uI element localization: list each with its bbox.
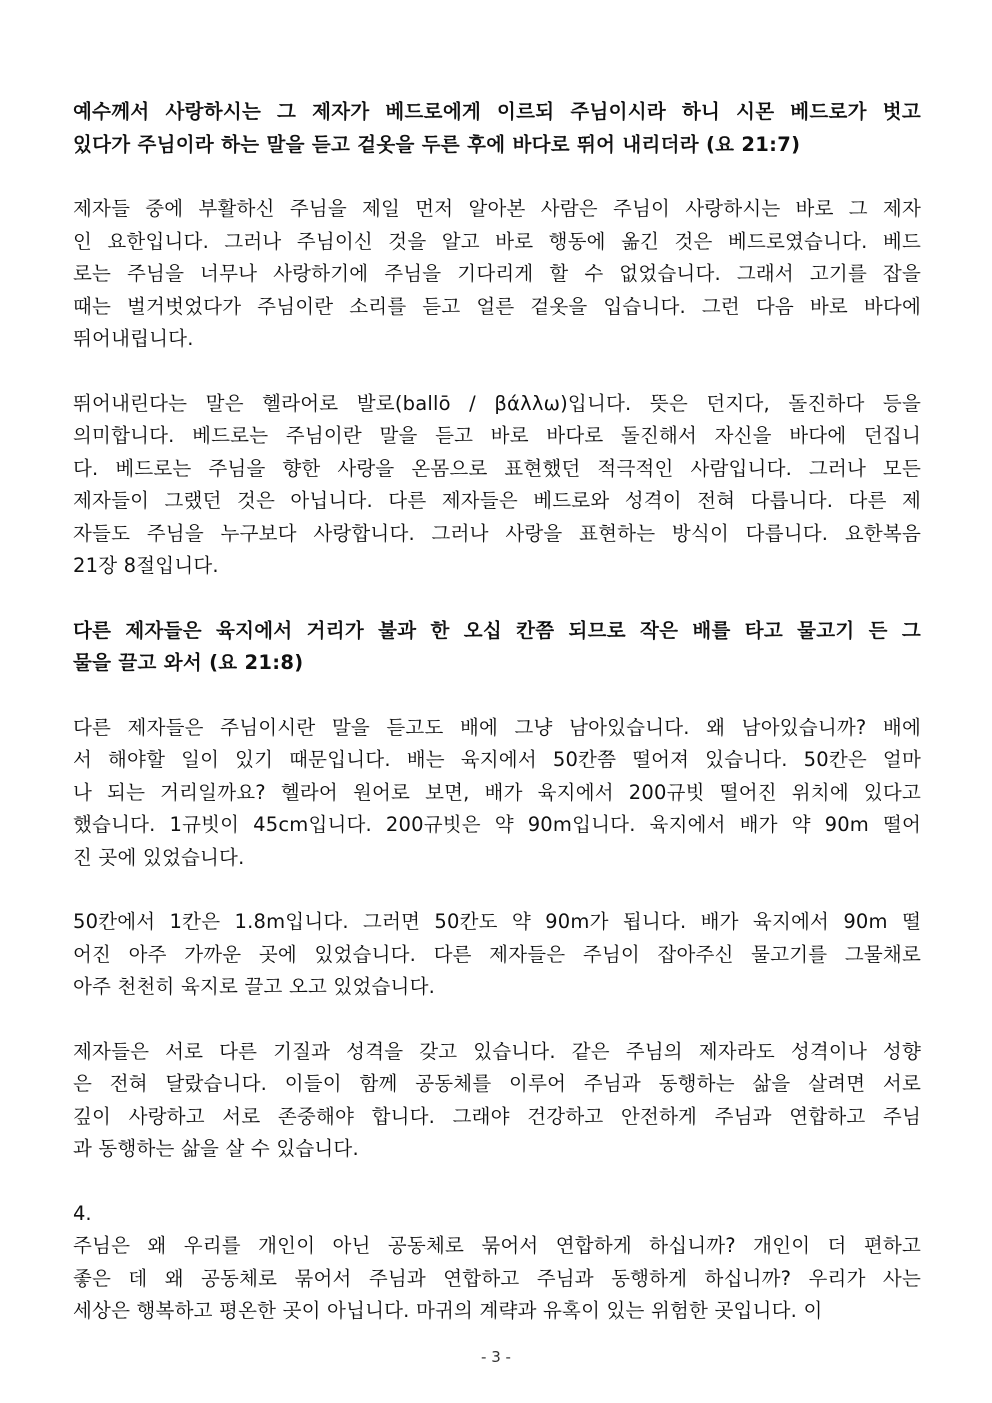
text-line: 50칸에서 1칸은 1.8m입니다. 그러면 50칸도 약 90m가 됩니다. 배가 육지에서 90m 떨: [73, 910, 921, 933]
text-line: 의미합니다. 베드로는 주님이란 말을 듣고 바로 바다로 돌진해서 자신을 바다에 던집니: [73, 424, 921, 447]
text-line: 주님은 왜 우리를 개인이 아닌 공동체로 묶어서 연합하게 하십니까? 개인이 더 편하고: [73, 1234, 921, 1257]
text-line: 과 동행하는 삶을 살 수 있습니다.: [73, 1137, 359, 1160]
scripture-verse: [73, 96, 921, 161]
text-line: 로는 주님을 너무나 사랑하기에 주님을 기다리게 할 수 없었습니다. 그래서 고기를 잡을: [73, 262, 921, 285]
text-line: 서 해야할 일이 있기 때문입니다. 배는 육지에서 50칸쯤 떨어져 있습니다. 50칸은 얼마: [73, 748, 921, 771]
text-line: 뛰어내린다는 말은 헬라어로 발로(ballō / βάλλω)입니다. 뜻은 던지다, 돌진하다 등을: [73, 391, 921, 415]
document-page: [73, 96, 921, 1328]
text-line: 깊이 사랑하고 서로 존중해야 합니다. 그래야 건강하고 안전하게 주님과 연합하고 주님: [73, 1104, 921, 1128]
page-number: - 3 -: [481, 1348, 511, 1366]
text-line: 제자들은 서로 다른 기질과 성격을 갖고 있습니다. 같은 주님의 제자라도 성격이나 성향: [73, 1039, 921, 1063]
text-line: 21장 8절입니다.: [73, 554, 219, 577]
text-line: 제자들 중에 부활하신 주님을 제일 먼저 알아본 사람은 주님이 사랑하시는 바로 그 제자: [73, 197, 921, 220]
section-number: 4.: [73, 1201, 92, 1225]
text-line: 예수께서 사랑하시는 그 제자가 베드로에게 이르되 주님이시라 하니 시몬 베드로가 벗고: [73, 100, 921, 123]
text-line: 나 되는 거리일까요? 헬라어 원어로 보면, 배가 육지에서 200규빗 떨어진 위치에 있다고: [73, 780, 921, 804]
text-line: 세상은 행복하고 평온한 곳이 아닙니다. 마귀의 계략과 유혹이 있는 위험한 곳입니다. 이: [73, 1299, 823, 1322]
text-line: 물을 끌고 와서 (요 21:8): [73, 651, 304, 674]
text-line: 제자들이 그랬던 것은 아닙니다. 다른 제자들은 베드로와 성격이 전혀 다릅니다. 다른 제: [73, 489, 921, 512]
text-line: 뛰어내립니다.: [73, 327, 194, 350]
body-paragraph: [73, 388, 921, 583]
text-line: 진 곳에 있었습니다.: [73, 845, 245, 869]
text-line: 했습니다. 1규빗이 45cm입니다. 200규빗은 약 90m입니다. 육지에서 배가 약 90m 떨어: [73, 813, 921, 836]
body-paragraph: [73, 1036, 921, 1166]
scripture-verse: [73, 615, 921, 680]
final-paragraph: [73, 1230, 921, 1328]
text-line: 은 전혀 달랐습니다. 이들이 함께 공동체를 이루어 주님과 동행하는 삶을 살려면 서로: [73, 1072, 921, 1095]
text-line: 자들도 주님을 누구보다 사랑합니다. 그러나 사랑을 표현하는 방식이 다릅니다. 요한복음: [73, 521, 921, 545]
paragraph-list: [73, 96, 921, 1166]
body-paragraph: [73, 193, 921, 356]
text-line: 때는 벌거벗었다가 주님이란 소리를 듣고 얼른 겉옷을 입습니다. 그런 다음 바로 바다에: [73, 294, 921, 318]
body-paragraph: [73, 906, 921, 1004]
text-line: 아주 천천히 육지로 끌고 오고 있었습니다.: [73, 975, 436, 998]
text-line: 다른 제자들은 육지에서 거리가 불과 한 오십 칸쯤 되므로 작은 배를 타고 물고기 든 그: [73, 618, 921, 642]
text-line: 다. 베드로는 주님을 향한 사랑을 온몸으로 표현했던 적극적인 사람입니다. 그러나 모든: [73, 456, 921, 480]
text-line: 인 요한입니다. 그러나 주님이신 것을 알고 바로 행동에 옮긴 것은 베드로였습니다. 베드: [73, 229, 921, 253]
body-paragraph: [73, 712, 921, 875]
text-line: 어진 아주 가까운 곳에 있었습니다. 다른 제자들은 주님이 잡아주신 물고기를 그물채로: [73, 942, 921, 966]
text-line: 좋은 데 왜 공동체로 묶어서 주님과 연합하고 주님과 동행하게 하십니까? 우리가 사는: [73, 1266, 921, 1290]
text-line: 있다가 주님이라 하는 말을 듣고 겉옷을 두른 후에 바다로 뛰어 내리더라 (요 21:7): [73, 132, 801, 156]
text-line: 다른 제자들은 주님이시란 말을 듣고도 배에 그냥 남아있습니다. 왜 남아있습니까? 배에: [73, 715, 921, 739]
